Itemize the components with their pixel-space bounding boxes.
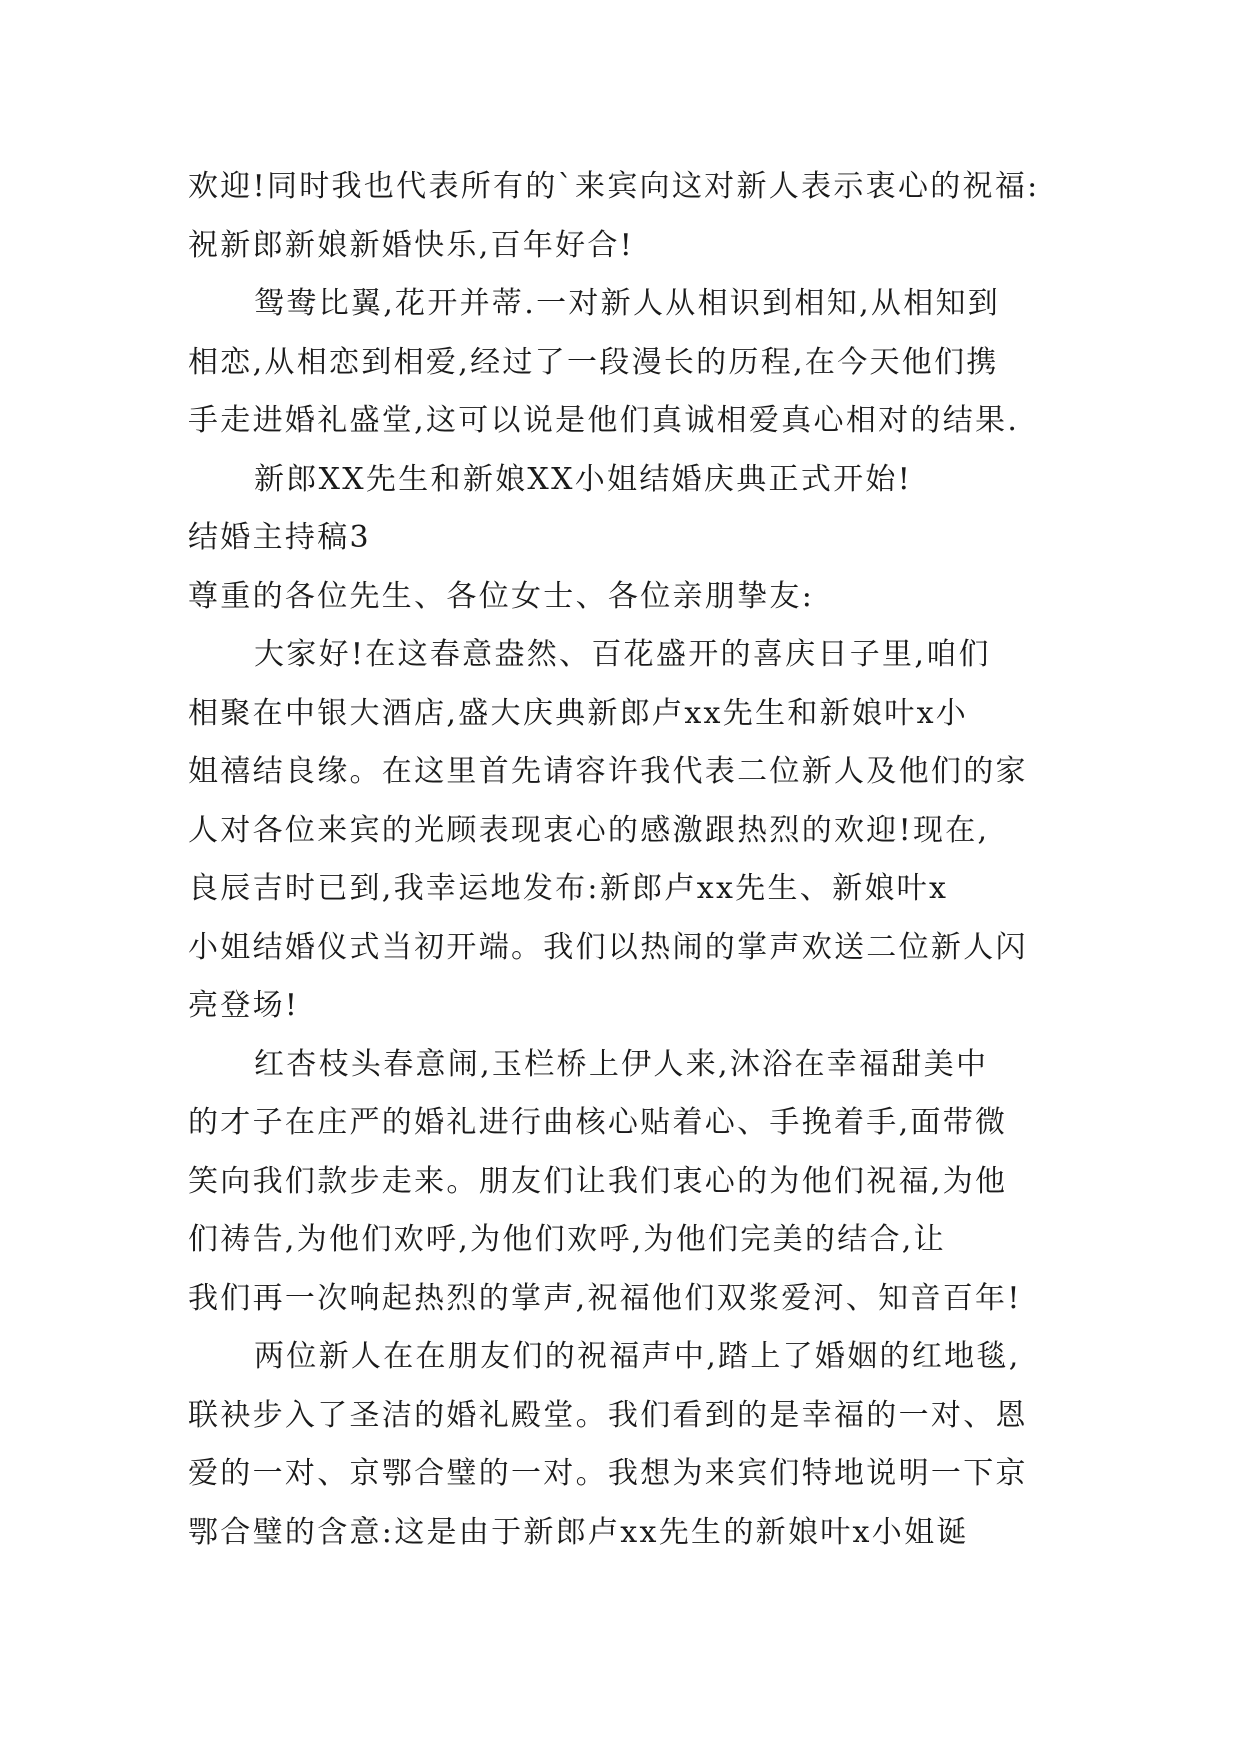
text-line: 爱的一对、京鄂合璧的一对。我想为来宾们特地说明一下京	[188, 1456, 1028, 1491]
text-line: 的才子在庄严的婚礼进行曲核心贴着心、手挽着手,面带微	[188, 1105, 1008, 1140]
text-line: 人对各位来宾的光顾表现衷心的感激跟热烈的欢迎!现在,	[188, 812, 990, 848]
text-line: 联袂步入了圣洁的婚礼殿堂。我们看到的是幸福的一对、恩	[188, 1397, 1028, 1433]
text-line: 笑向我们款步走来。朋友们让我们衷心的为他们祝福,为他	[188, 1163, 1008, 1199]
text-line: 手走进婚礼盛堂,这可以说是他们真诚相爱真心相对的结果.	[188, 403, 1020, 438]
text-line: 鸳鸯比翼,花开并蒂.一对新人从相识到相知,从相知到	[254, 286, 1001, 321]
text-line: 亮登场!	[188, 988, 300, 1023]
salutation-line: 尊重的各位先生、各位女士、各位亲朋挚友:	[188, 578, 815, 614]
text-line: 我们再一次响起热烈的掌声,祝福他们双浆爱河、知音百年!	[188, 1280, 1022, 1316]
text-line: 欢迎!同时我也代表所有的`来宾向这对新人表示衷心的祝福:	[188, 169, 1040, 204]
document-body	[188, 158, 1048, 1562]
text-line: 良辰吉时已到,我幸运地发布:新郎卢xx先生、新娘叶x	[188, 871, 949, 906]
text-line: 新郎XX先生和新娘XX小姐结婚庆典正式开始!	[254, 461, 913, 497]
text-line: 相聚在中银大酒店,盛大庆典新郎卢xx先生和新娘叶x小	[188, 695, 969, 731]
text-line: 大家好!在这春意盎然、百花盛开的喜庆日子里,咱们	[254, 637, 991, 672]
text-line: 相恋,从相恋到相爱,经过了一段漫长的历程,在今天他们携	[188, 344, 999, 380]
text-line: 鄂合璧的含意:这是由于新郎卢xx先生的新娘叶x小姐诞	[188, 1514, 969, 1550]
text-line: 两位新人在在朋友们的祝福声中,踏上了婚姻的红地毯,	[254, 1339, 1021, 1374]
text-line: 姐禧结良缘。在这里首先请容许我代表二位新人及他们的家	[188, 754, 1028, 789]
section-heading: 结婚主持稿3	[188, 520, 371, 555]
text-line: 祝新郎新娘新婚快乐,百年好合!	[188, 227, 635, 263]
text-line: 小姐结婚仪式当初开端。我们以热闹的掌声欢送二位新人闪	[188, 929, 1028, 965]
text-line: 们祷告,为他们欢呼,为他们欢呼,为他们完美的结合,让	[188, 1222, 946, 1257]
text-line: 红杏枝头春意闹,玉栏桥上伊人来,沐浴在幸福甜美中	[254, 1046, 989, 1082]
